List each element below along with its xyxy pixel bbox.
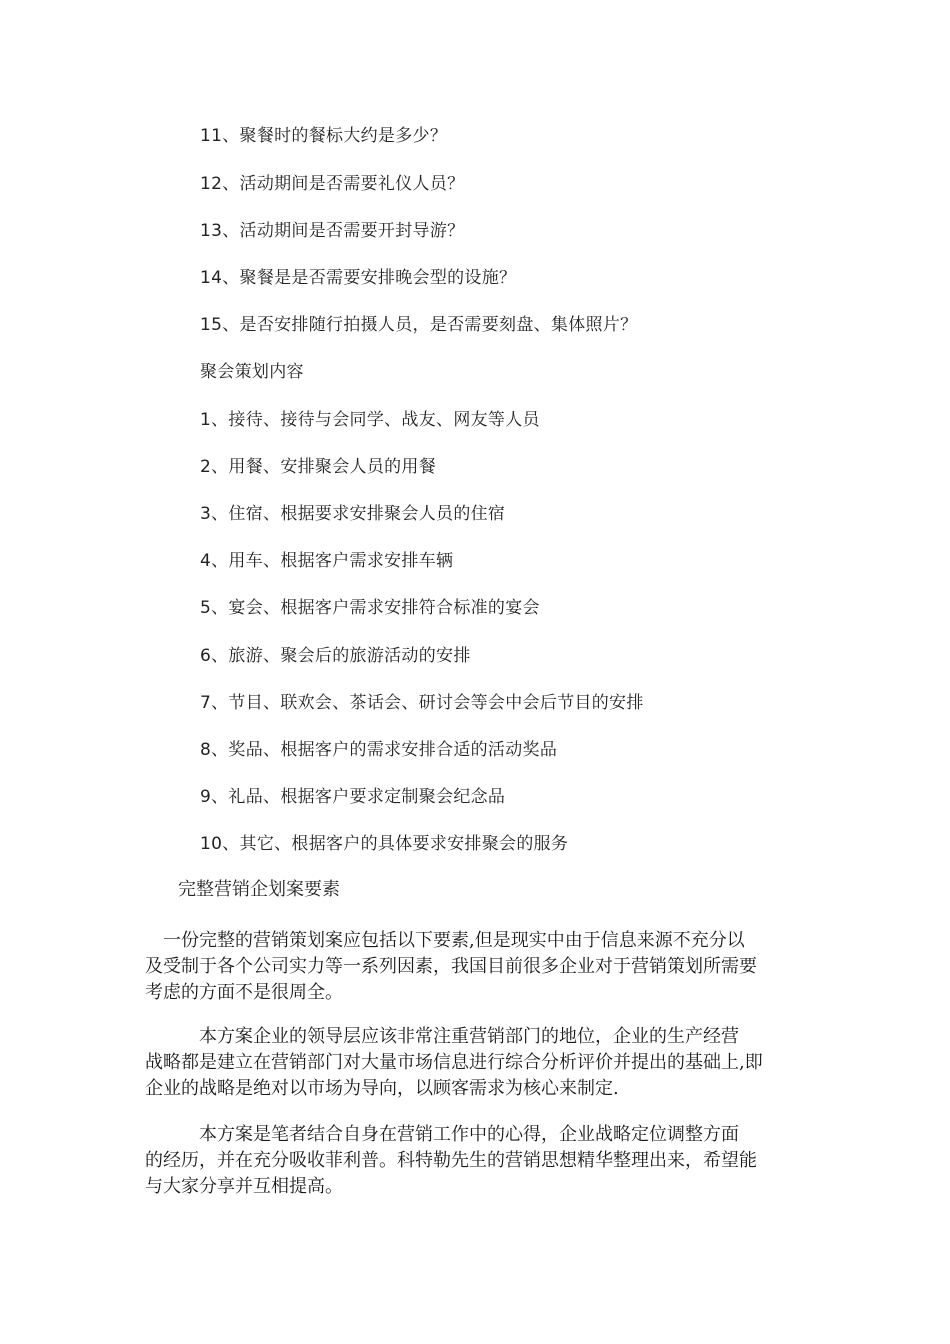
paragraph-line: 企业的战略是绝对以市场为导向，以顾客需求为核心来制定. (145, 1078, 619, 1099)
question-item-15: 15、是否安排随行拍摄人员，是否需要刻盘、集体照片？ (200, 315, 638, 335)
content-item-4: 4、用车、根据客户需求安排车辆 (200, 551, 454, 571)
paragraph-line: 与大家分享并互相提高。 (145, 1176, 343, 1197)
paragraph-1 (145, 928, 805, 1006)
content-item-6: 6、旅游、聚会后的旅游活动的安排 (200, 646, 471, 666)
question-item-12: 12、活动期间是否需要礼仪人员？ (200, 174, 465, 194)
question-item-11: 11、聚餐时的餐标大约是多少？ (200, 126, 448, 146)
question-item-13: 13、活动期间是否需要开封导游？ (200, 221, 465, 241)
content-item-3: 3、住宿、根据要求安排聚会人员的住宿 (200, 504, 506, 524)
paragraph-3 (145, 1122, 805, 1200)
paragraph-line: 的经历，并在充分吸收菲利普。科特勒先生的营销思想精华整理出来，希望能 (145, 1150, 757, 1171)
paragraph-2 (145, 1024, 805, 1102)
marketing-title: 完整营销企划案要素 (178, 879, 340, 900)
content-item-1: 1、接待、接待与会同学、战友、网友等人员 (200, 410, 540, 430)
paragraph-line: 考虑的方面不是很周全。 (145, 982, 343, 1003)
content-item-7: 7、节目、联欢会、茶话会、研讨会等会中会后节目的安排 (200, 693, 644, 713)
paragraph-line: 本方案企业的领导层应该非常注重营销部门的地位，企业的生产经营 (145, 1026, 739, 1047)
paragraph-line: 一份完整的营销策划案应包括以下要素,但是现实中由于信息来源不充分以 (145, 930, 745, 951)
question-item-14: 14、聚餐是是否需要安排晚会型的设施？ (200, 268, 517, 288)
content-item-5: 5、宴会、根据客户需求安排符合标准的宴会 (200, 598, 540, 618)
paragraph-line: 战略都是建立在营销部门对大量市场信息进行综合分析评价并提出的基础上,即 (145, 1052, 763, 1073)
content-item-10: 10、其它、根据客户的具体要求安排聚会的服务 (200, 834, 569, 854)
paragraph-line: 及受制于各个公司实力等一系列因素，我国目前很多企业对于营销策划所需要 (145, 956, 757, 977)
section-title: 聚会策划内容 (200, 362, 304, 382)
content-item-9: 9、礼品、根据客户要求定制聚会纪念品 (200, 787, 506, 807)
content-item-2: 2、用餐、安排聚会人员的用餐 (200, 457, 437, 477)
content-item-8: 8、奖品、根据客户的需求安排合适的活动奖品 (200, 740, 558, 760)
paragraph-line: 本方案是笔者结合自身在营销工作中的心得，企业战略定位调整方面 (145, 1124, 739, 1145)
